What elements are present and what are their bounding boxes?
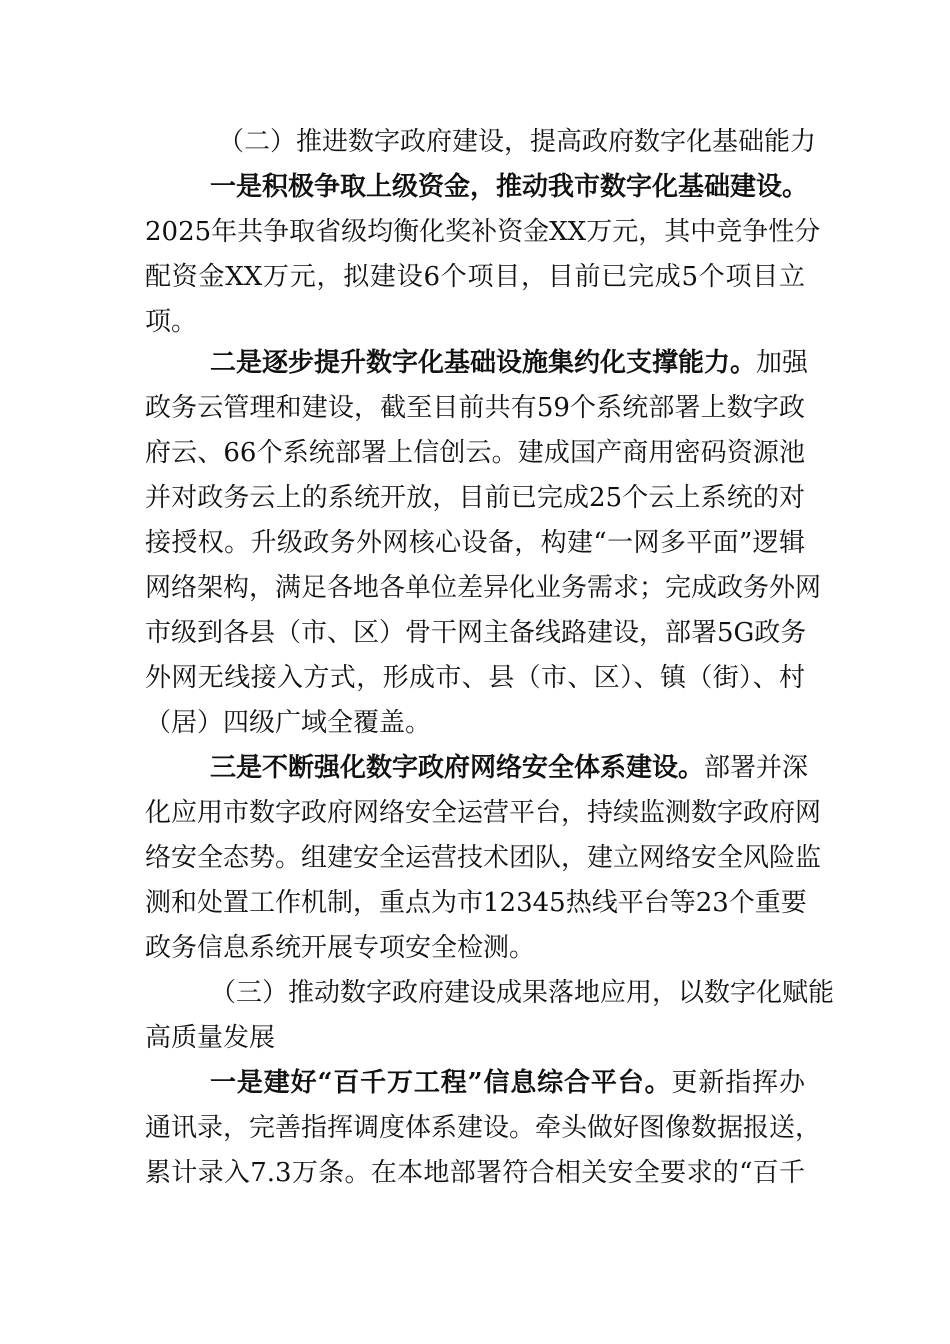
section2-p3-line: 络安全态势。组建安全运营技术团队，建立网络安全风险监 — [145, 843, 822, 873]
section2-p2-line: 政务云管理和建设，截至目前共有59个系统部署上数字政 — [145, 393, 805, 423]
section2-p1-line: 项。 — [145, 307, 198, 337]
section2-p3-line: 化应用市数字政府网络安全运营平台，持续监测数字政府网 — [145, 798, 822, 828]
section2-p3-tail: 部署并深 — [704, 753, 809, 783]
section3-heading-cont: 高质量发展 — [145, 1023, 276, 1053]
section2-p3-line: 测和处置工作机制，重点为市12345热线平台等23个重要 — [145, 888, 807, 918]
section3-p1-line: 通讯录，完善指挥调度体系建设。牵头做好图像数据报送， — [145, 1113, 822, 1143]
section3-p1-tail: 更新指挥办 — [671, 1068, 805, 1098]
section2-p3-first-line — [210, 750, 809, 786]
section3-p1-bold-lead: 一是建好“百千万工程”信息综合平台。 — [210, 1068, 672, 1098]
section3-p1-first-line — [210, 1065, 805, 1101]
section2-p3-line: 政务信息系统开展专项安全检测。 — [145, 933, 536, 963]
section2-heading: （二）推进数字政府建设，提高政府数字化基础能力 — [218, 127, 817, 157]
section2-p2-bold-lead: 二是逐步提升数字化基础设施集约化支撑能力。 — [210, 348, 757, 378]
section2-p1-first-line — [210, 169, 809, 205]
section2-p2-line: 府云、66个系统部署上信创云。建成国产商用密码资源池 — [145, 438, 805, 468]
section2-p1-line: 配资金XX万元，拟建设6个项目，目前已完成5个项目立 — [145, 262, 805, 292]
section2-p2-line: 外网无线接入方式，形成市、县（市、区）、镇（街）、村 — [145, 663, 805, 693]
section2-p2-line: （居）四级广域全覆盖。 — [145, 708, 432, 738]
section2-p1-line: 2025年共争取省级均衡化奖补资金XX万元，其中竞争性分 — [145, 217, 821, 247]
section2-p1-bold-lead: 一是积极争取上级资金，推动我市数字化基础建设。 — [210, 172, 809, 202]
section2-p2-tail: 加强 — [756, 348, 809, 378]
section3-heading: （三）推动数字政府建设成果落地应用，以数字化赋能 — [210, 978, 835, 1008]
section2-p2-line: 市级到各县（市、区）骨干网主备线路建设，部署5G政务 — [145, 618, 807, 648]
section3-p1-line: 累计录入7.3万条。在本地部署符合相关安全要求的“百千 — [145, 1158, 805, 1188]
section2-p2-line: 接授权。升级政务外网核心设备，构建“一网多平面”逻辑 — [145, 528, 805, 558]
section2-p3-bold-lead: 三是不断强化数字政府网络安全体系建设。 — [210, 753, 705, 783]
section2-p2-line: 网络架构，满足各地各单位差异化业务需求；完成政务外网 — [145, 573, 822, 603]
section2-p2-first-line — [210, 345, 809, 381]
section2-p2-line: 并对政务云上的系统开放，目前已完成25个云上系统的对 — [145, 483, 805, 513]
